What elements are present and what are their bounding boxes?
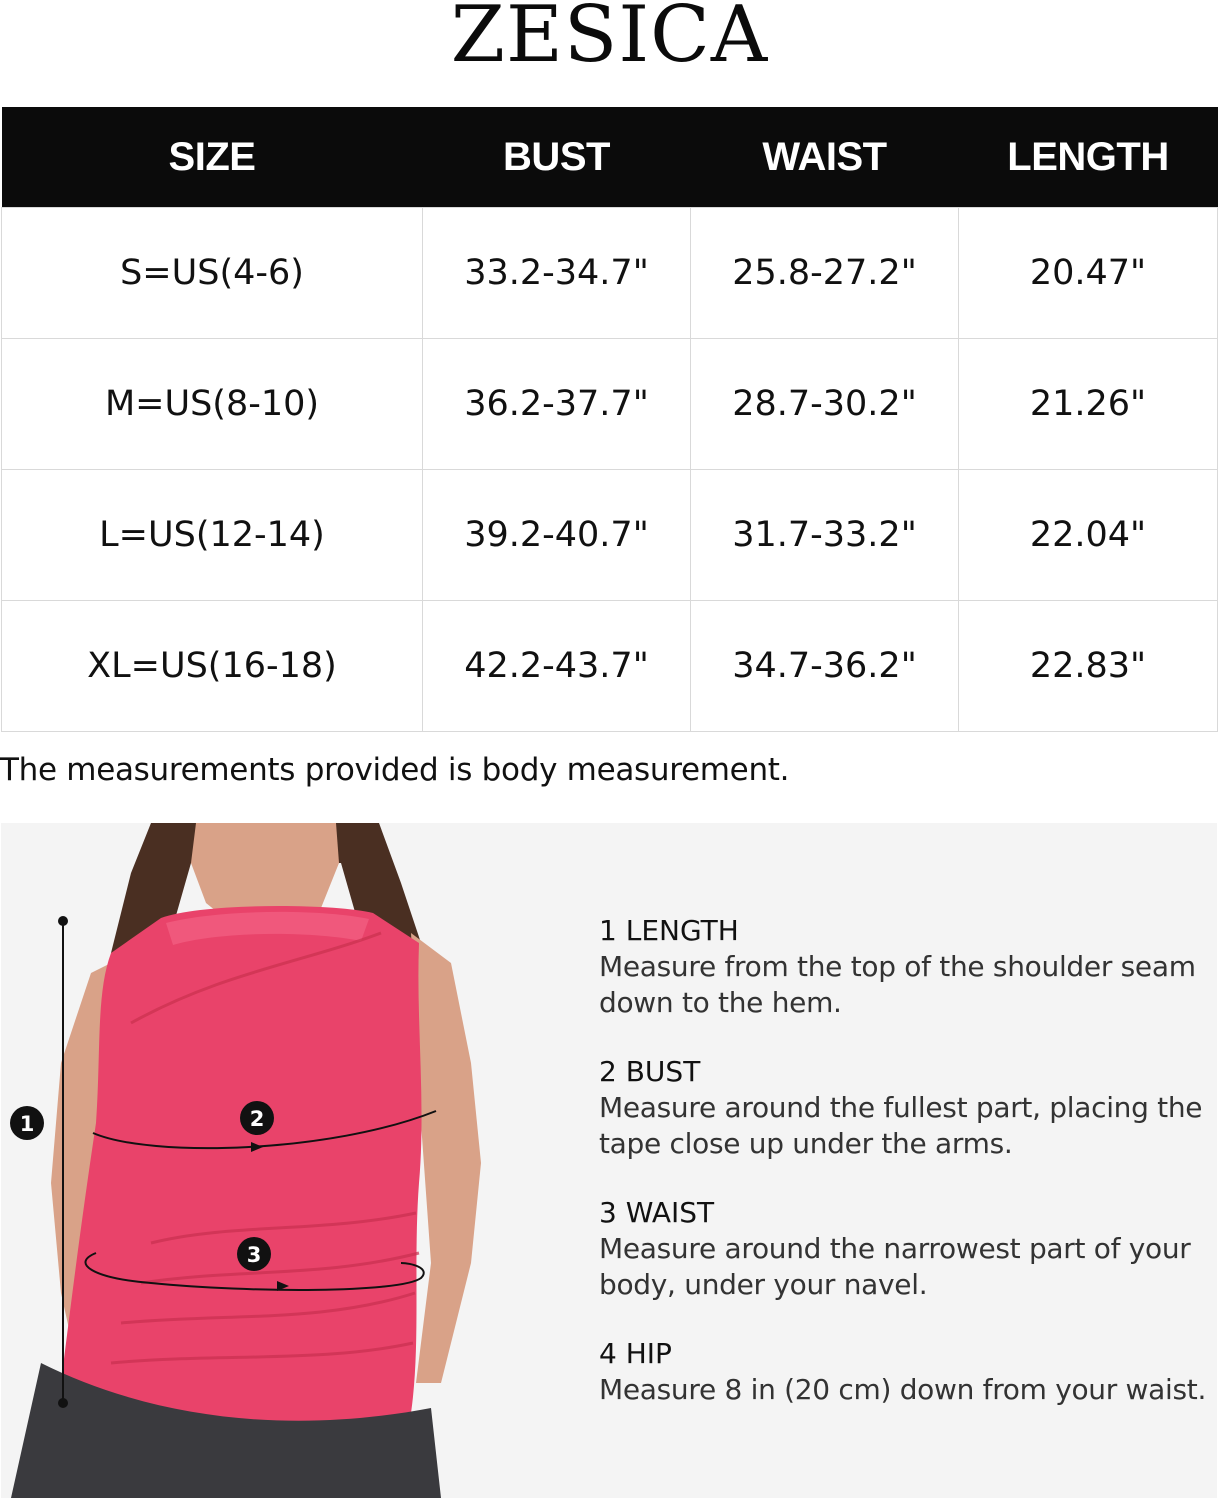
length-cell: 20.47" [959, 208, 1218, 339]
header-bust: BUST [423, 107, 691, 208]
size-chart-table [1, 107, 1218, 732]
instruction-title: 3 WAIST [599, 1196, 715, 1229]
marker-3 [237, 1237, 271, 1271]
size-cell: S=US(4-6) [2, 208, 423, 339]
length-line-bottom-dot [58, 1398, 68, 1408]
waist-cell: 25.8-27.2" [691, 208, 959, 339]
length-line-top-dot [58, 916, 68, 926]
instruction-title: 1 LENGTH [599, 914, 739, 947]
marker-2 [240, 1101, 274, 1135]
measurement-guide-panel [1, 823, 1217, 1498]
instruction-hip [599, 1336, 1209, 1408]
table-row [2, 339, 1218, 470]
length-cell: 22.04" [959, 470, 1218, 601]
marker-2-label: 2 [249, 1107, 265, 1131]
header-length: LENGTH [959, 107, 1218, 208]
instruction-bust [599, 1054, 1209, 1162]
instruction-text: Measure 8 in (20 cm) down from your waist. [599, 1373, 1207, 1406]
length-cell: 22.83" [959, 601, 1218, 732]
instruction-waist [599, 1195, 1209, 1303]
waist-cell: 31.7-33.2" [691, 470, 959, 601]
model-figure-illustration [1, 823, 561, 1498]
instruction-text: Measure from the top of the shoulder seam down to the hem. [599, 950, 1196, 1019]
marker-1-label: 1 [19, 1112, 35, 1136]
brand-logo: ZESICA [450, 0, 769, 80]
marker-3-label: 3 [246, 1243, 262, 1267]
instruction-text: Measure around the narrowest part of your body, under your navel. [599, 1232, 1191, 1301]
table-row [2, 470, 1218, 601]
right-arm-shape [411, 933, 481, 1383]
size-cell: M=US(8-10) [2, 339, 423, 470]
instruction-title: 4 HIP [599, 1337, 672, 1370]
header-waist: WAIST [691, 107, 959, 208]
header-size: SIZE [2, 107, 423, 208]
instruction-length [599, 913, 1209, 1021]
instructions-list [599, 913, 1209, 1441]
waist-cell: 34.7-36.2" [691, 601, 959, 732]
waist-cell: 28.7-30.2" [691, 339, 959, 470]
bust-cell: 33.2-34.7" [423, 208, 691, 339]
table-row [2, 208, 1218, 339]
size-cell: L=US(12-14) [2, 470, 423, 601]
size-cell: XL=US(16-18) [2, 601, 423, 732]
measurement-note: The measurements provided is body measurement. [0, 752, 790, 788]
bust-cell: 42.2-43.7" [423, 601, 691, 732]
bust-cell: 36.2-37.7" [423, 339, 691, 470]
instruction-title: 2 BUST [599, 1055, 701, 1088]
marker-1 [10, 1106, 44, 1140]
bust-cell: 39.2-40.7" [423, 470, 691, 601]
length-cell: 21.26" [959, 339, 1218, 470]
instruction-text: Measure around the fullest part, placing the tape close up under the arms. [599, 1091, 1203, 1160]
table-header-row [2, 107, 1218, 208]
pink-top-shape [61, 906, 422, 1425]
table-row [2, 601, 1218, 732]
